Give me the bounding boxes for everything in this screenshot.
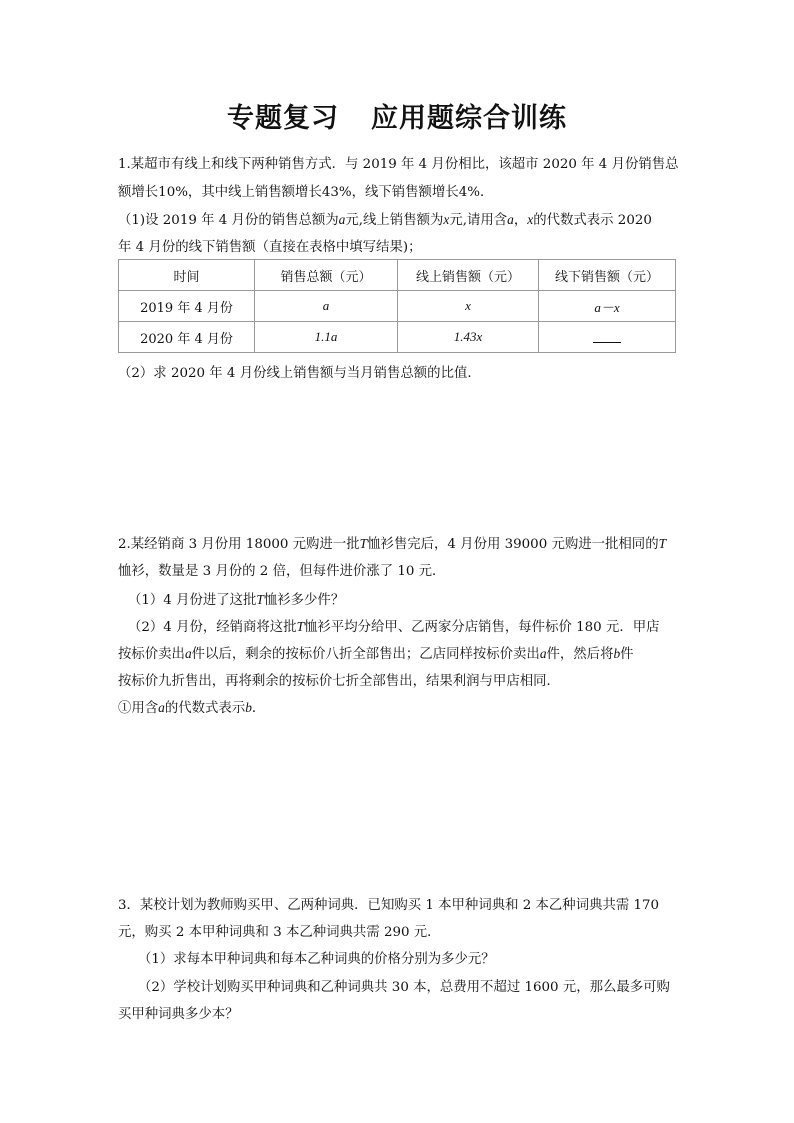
var-x: x bbox=[443, 212, 450, 227]
q2-text: （1）4 月份进了这批 bbox=[128, 593, 257, 608]
q1-text: 元,请用含 bbox=[449, 213, 508, 228]
q2-text: 2.某经销商 3 月份用 18000 元购进一批 bbox=[118, 537, 360, 552]
title-part-2: 应用题综合训练 bbox=[371, 103, 567, 134]
var-a: a bbox=[338, 212, 346, 227]
var-a: a bbox=[539, 646, 547, 661]
q1-text: 元,线上销售额为 bbox=[345, 213, 444, 228]
q3-stem-line-1: 3．某校计划为教师购买甲、乙两种词典．已知购买 1 本甲种词典和 2 本乙种词典共需 170 bbox=[118, 898, 660, 913]
q1-part2: （2）求 2020 年 4 月份线上销售额与当月销售总额的比值． bbox=[118, 366, 481, 381]
table-row bbox=[119, 322, 676, 353]
title-part-1: 专题复习 bbox=[227, 103, 339, 134]
q2-text: 恤衫多少件？ bbox=[263, 593, 345, 608]
q2-text: 恤衫平均分给甲、乙两家分店销售，每件标价 180 元．甲店 bbox=[304, 620, 660, 635]
q2-text: ①用含 bbox=[118, 701, 159, 716]
table-header-cell: 线下销售额（元） bbox=[539, 260, 676, 291]
table-cell bbox=[255, 291, 398, 322]
table-cell bbox=[398, 291, 539, 322]
q2-part2-line-3: 按标价九折售出，再将剩余的按标价七折全部售出，结果利润与甲店相同． bbox=[118, 674, 560, 689]
var-T: T bbox=[658, 536, 667, 551]
var-a: a bbox=[507, 212, 514, 227]
q3-part2-line-2: 买甲种词典多少本？ bbox=[118, 1007, 239, 1022]
cell-value: x bbox=[465, 298, 471, 313]
q1-part1-line-1 bbox=[118, 209, 688, 228]
q2-text: ． bbox=[251, 701, 266, 716]
q1-text: ， bbox=[513, 213, 528, 228]
var-a: a bbox=[158, 700, 165, 715]
q1-part1-line-2: 年 4 月份的线下销售额（直接在表格中填写结果)； bbox=[118, 240, 422, 255]
q2-text: 的代数式表示 bbox=[164, 701, 246, 716]
cell-value: a bbox=[322, 298, 330, 313]
q2-stem-line-2: 恤衫，数量是 3 月份的 2 倍，但每件进价涨了 10 元． bbox=[118, 564, 446, 579]
table-row bbox=[119, 291, 676, 322]
var-a: a bbox=[184, 646, 192, 661]
cell-value: 1.43x bbox=[453, 329, 483, 344]
table-cell: 2020 年 4 月份 bbox=[119, 322, 255, 353]
answer-blank[interactable] bbox=[593, 330, 621, 343]
q2-part1 bbox=[128, 589, 698, 608]
table-header-row bbox=[119, 260, 676, 291]
q3-stem-line-2: 元，购买 2 本甲种词典和 3 本乙种词典共需 290 元． bbox=[118, 925, 441, 940]
q3-part2-line-1: （2）学校计划购买甲种词典和乙种词典共 30 本，总费用不超过 1600 元，那么最多可购 bbox=[138, 980, 670, 995]
q2-text: 件，然后将 bbox=[546, 647, 614, 662]
page-title bbox=[0, 96, 794, 135]
var-T: T bbox=[296, 619, 305, 634]
q1-stem-line-1: 1.某超市有线上和线下两种销售方式．与 2019 年 4 月份相比，该超市 2020 年 4 月份销售总 bbox=[118, 157, 679, 172]
table-header-cell: 销售总额（元） bbox=[255, 260, 398, 291]
cell-value: 1.1a bbox=[314, 329, 338, 344]
q2-stem-line-1 bbox=[118, 533, 688, 552]
q2-text: 恤衫售完后，4 月份用 39000 元购进一批相同的 bbox=[367, 537, 659, 552]
sales-table bbox=[118, 259, 676, 353]
q2-text: 按标价卖出 bbox=[118, 647, 185, 662]
q1-stem-line-2: 额增长10%，其中线上销售额增长43%，线下销售额增长4%． bbox=[118, 185, 494, 200]
var-b: b bbox=[613, 646, 621, 661]
table-header-cell: 时间 bbox=[119, 260, 255, 291]
q2-text: 件 bbox=[620, 647, 634, 662]
cell-value: a－x bbox=[594, 299, 620, 315]
table-cell bbox=[539, 291, 676, 322]
q1-text: 的代数式表示 2020 bbox=[533, 213, 652, 228]
q2-part2-line-1 bbox=[128, 616, 698, 635]
q2-subpart-1 bbox=[118, 697, 688, 716]
table-cell bbox=[255, 322, 398, 353]
q1-text: （1)设 2019 年 4 月份的销售总额为 bbox=[118, 213, 339, 228]
q3-part1: （1）求每本甲种词典和每本乙种词典的价格分别为多少元？ bbox=[138, 952, 495, 967]
table-cell bbox=[539, 322, 676, 353]
var-T: T bbox=[359, 536, 368, 551]
var-T: T bbox=[256, 592, 264, 607]
q2-text: 件以后，剩余的按标价八折全部售出；乙店同样按标价卖出 bbox=[191, 647, 540, 662]
var-b: b bbox=[245, 700, 252, 715]
table-header-cell: 线上销售额（元） bbox=[398, 260, 539, 291]
var-x: x bbox=[527, 212, 534, 227]
table-cell bbox=[398, 322, 539, 353]
table-cell: 2019 年 4 月份 bbox=[119, 291, 255, 322]
q2-part2-line-2 bbox=[118, 643, 688, 662]
q2-text: （2）4 月份，经销商将这批 bbox=[128, 620, 297, 635]
